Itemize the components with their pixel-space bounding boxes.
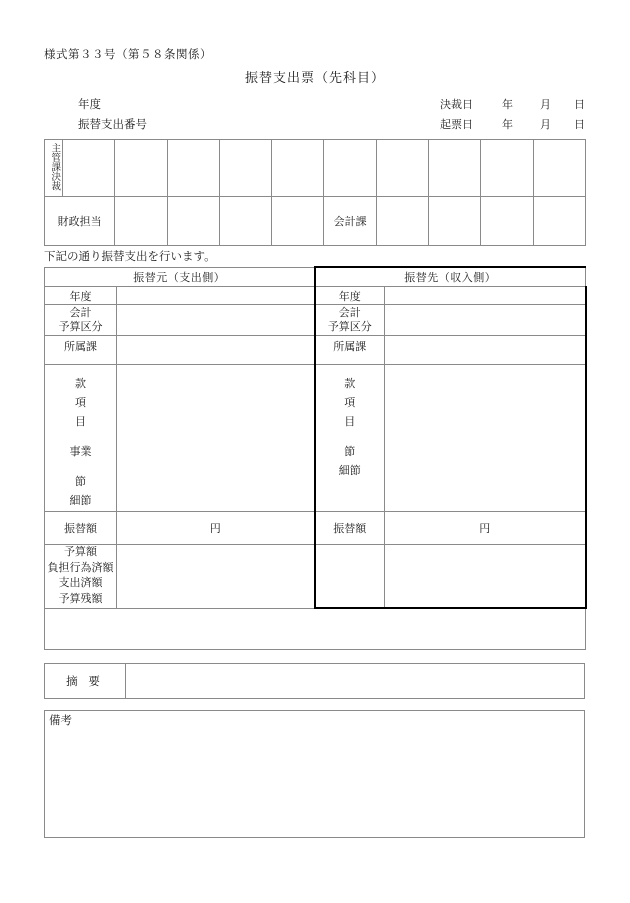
transfer-amount-row bbox=[45, 512, 586, 545]
transfer-year-row bbox=[45, 287, 586, 305]
draft-date-day: 日 bbox=[574, 119, 585, 131]
source-account-label-2: 予算区分 bbox=[58, 321, 103, 333]
destination-account-label-1: 会計 bbox=[338, 307, 361, 319]
approval-stamp-cell[interactable] bbox=[533, 140, 585, 197]
source-amount-value[interactable]: 円 bbox=[117, 512, 315, 545]
approval-section-label-cell bbox=[45, 140, 63, 197]
transfer-bottom-blank[interactable] bbox=[45, 608, 586, 650]
source-item-saisetsu: 細節 bbox=[69, 495, 92, 507]
fiscal-year-label: 年度 bbox=[78, 99, 101, 111]
decision-date-year: 年 bbox=[502, 99, 513, 111]
destination-budget-label bbox=[315, 545, 385, 609]
decision-date-month: 月 bbox=[540, 99, 551, 111]
transfer-items-row bbox=[45, 365, 586, 512]
source-item-kou: 項 bbox=[75, 397, 86, 409]
finance-stamp-cell[interactable] bbox=[272, 197, 324, 246]
source-heading: 振替元（支出側） bbox=[45, 267, 315, 287]
budget-label-futan: 負担行為済額 bbox=[47, 561, 114, 574]
transfer-bottom-blank-row bbox=[45, 608, 586, 650]
header-right-fields bbox=[440, 95, 594, 135]
transfer-number-label: 振替支出番号 bbox=[78, 119, 147, 131]
destination-account-label bbox=[315, 305, 385, 336]
budget-label-zandaka: 予算残額 bbox=[58, 592, 103, 605]
transfer-budget-row bbox=[45, 545, 586, 609]
header-left-fields bbox=[78, 95, 147, 135]
approval-stamp-cell[interactable] bbox=[167, 140, 219, 197]
source-item-kan: 款 bbox=[75, 378, 86, 390]
source-budget-value[interactable] bbox=[117, 545, 315, 609]
destination-items-value[interactable] bbox=[385, 365, 586, 512]
approval-stamp-cell[interactable] bbox=[272, 140, 324, 197]
accounting-label-cell: 会計課 bbox=[324, 197, 376, 246]
approval-stamp-cell[interactable] bbox=[376, 140, 428, 197]
destination-year-label: 年度 bbox=[315, 287, 385, 305]
budget-label-shishutsu: 支出済額 bbox=[58, 577, 103, 590]
finance-stamp-cell[interactable] bbox=[115, 197, 167, 246]
source-item-moku: 目 bbox=[75, 416, 86, 428]
approval-stamp-cell[interactable] bbox=[324, 140, 376, 197]
approval-row-finance bbox=[45, 197, 586, 246]
approval-stamp-cell[interactable] bbox=[219, 140, 271, 197]
source-account-label-1: 会計 bbox=[69, 307, 92, 319]
summary-label: 摘 要 bbox=[45, 664, 126, 699]
approval-grid bbox=[44, 139, 586, 246]
destination-item-kou: 項 bbox=[344, 397, 356, 409]
finance-stamp-cell[interactable] bbox=[219, 197, 271, 246]
destination-account-value[interactable] bbox=[385, 305, 586, 336]
approval-stamp-cell[interactable] bbox=[63, 140, 115, 197]
draft-date-label: 起票日 bbox=[440, 119, 473, 131]
summary-row bbox=[45, 664, 585, 699]
transfer-table bbox=[44, 266, 587, 650]
destination-dept-label: 所属課 bbox=[315, 336, 385, 365]
destination-account-label-2: 予算区分 bbox=[327, 321, 372, 333]
statement-text: 下記の通り振替支出を行います。 bbox=[44, 251, 216, 263]
destination-year-value[interactable] bbox=[385, 287, 586, 305]
destination-budget-value[interactable] bbox=[385, 545, 586, 609]
source-dept-value[interactable] bbox=[117, 336, 315, 365]
finance-stamp-cell[interactable] bbox=[167, 197, 219, 246]
summary-value[interactable] bbox=[126, 664, 585, 699]
approval-stamp-cell[interactable] bbox=[115, 140, 167, 197]
transfer-heading-row bbox=[45, 267, 586, 287]
draft-date-row bbox=[440, 115, 594, 135]
accounting-stamp-cell[interactable] bbox=[429, 197, 481, 246]
approval-row-section bbox=[45, 140, 586, 197]
destination-item-moku: 目 bbox=[344, 416, 356, 428]
finance-label-cell: 財政担当 bbox=[45, 197, 115, 246]
approval-stamp-cell[interactable] bbox=[429, 140, 481, 197]
source-dept-label: 所属課 bbox=[45, 336, 117, 365]
decision-date-row bbox=[440, 95, 594, 115]
budget-label-yosan: 予算額 bbox=[64, 546, 97, 559]
transfer-dept-row bbox=[45, 336, 586, 365]
source-amount-label: 振替額 bbox=[45, 512, 117, 545]
source-items-label bbox=[45, 365, 117, 512]
destination-heading: 振替先（収入側） bbox=[315, 267, 586, 287]
source-item-jigyo: 事業 bbox=[69, 446, 92, 458]
draft-date-year: 年 bbox=[502, 119, 513, 131]
accounting-stamp-cell[interactable] bbox=[481, 197, 533, 246]
destination-items-label bbox=[315, 365, 385, 512]
summary-table bbox=[44, 663, 585, 699]
source-items-value[interactable] bbox=[117, 365, 315, 512]
destination-item-setsu: 節 bbox=[344, 446, 356, 458]
accounting-stamp-cell[interactable] bbox=[533, 197, 585, 246]
source-account-value[interactable] bbox=[117, 305, 315, 336]
source-year-value[interactable] bbox=[117, 287, 315, 305]
decision-date-label: 決裁日 bbox=[440, 99, 473, 111]
source-year-label: 年度 bbox=[45, 287, 117, 305]
source-item-setsu: 節 bbox=[75, 476, 86, 488]
destination-dept-value[interactable] bbox=[385, 336, 586, 365]
page-title: 振替支出票（先科目） bbox=[244, 70, 385, 85]
remarks-label: 備考 bbox=[49, 715, 72, 727]
destination-amount-value[interactable]: 円 bbox=[385, 512, 586, 545]
accounting-stamp-cell[interactable] bbox=[376, 197, 428, 246]
transfer-account-row bbox=[45, 305, 586, 336]
approval-section-label: 主管課決裁 bbox=[49, 142, 60, 191]
source-budget-label bbox=[45, 545, 117, 609]
remarks-box[interactable] bbox=[44, 710, 585, 838]
approval-stamp-cell[interactable] bbox=[481, 140, 533, 197]
destination-item-kan: 款 bbox=[344, 378, 356, 390]
form-code: 様式第３３号（第５８条関係） bbox=[44, 49, 212, 61]
destination-amount-label: 振替額 bbox=[315, 512, 385, 545]
destination-item-saisetsu: 細節 bbox=[338, 465, 361, 477]
draft-date-month: 月 bbox=[540, 119, 551, 131]
source-account-label bbox=[45, 305, 117, 336]
decision-date-day: 日 bbox=[574, 99, 585, 111]
